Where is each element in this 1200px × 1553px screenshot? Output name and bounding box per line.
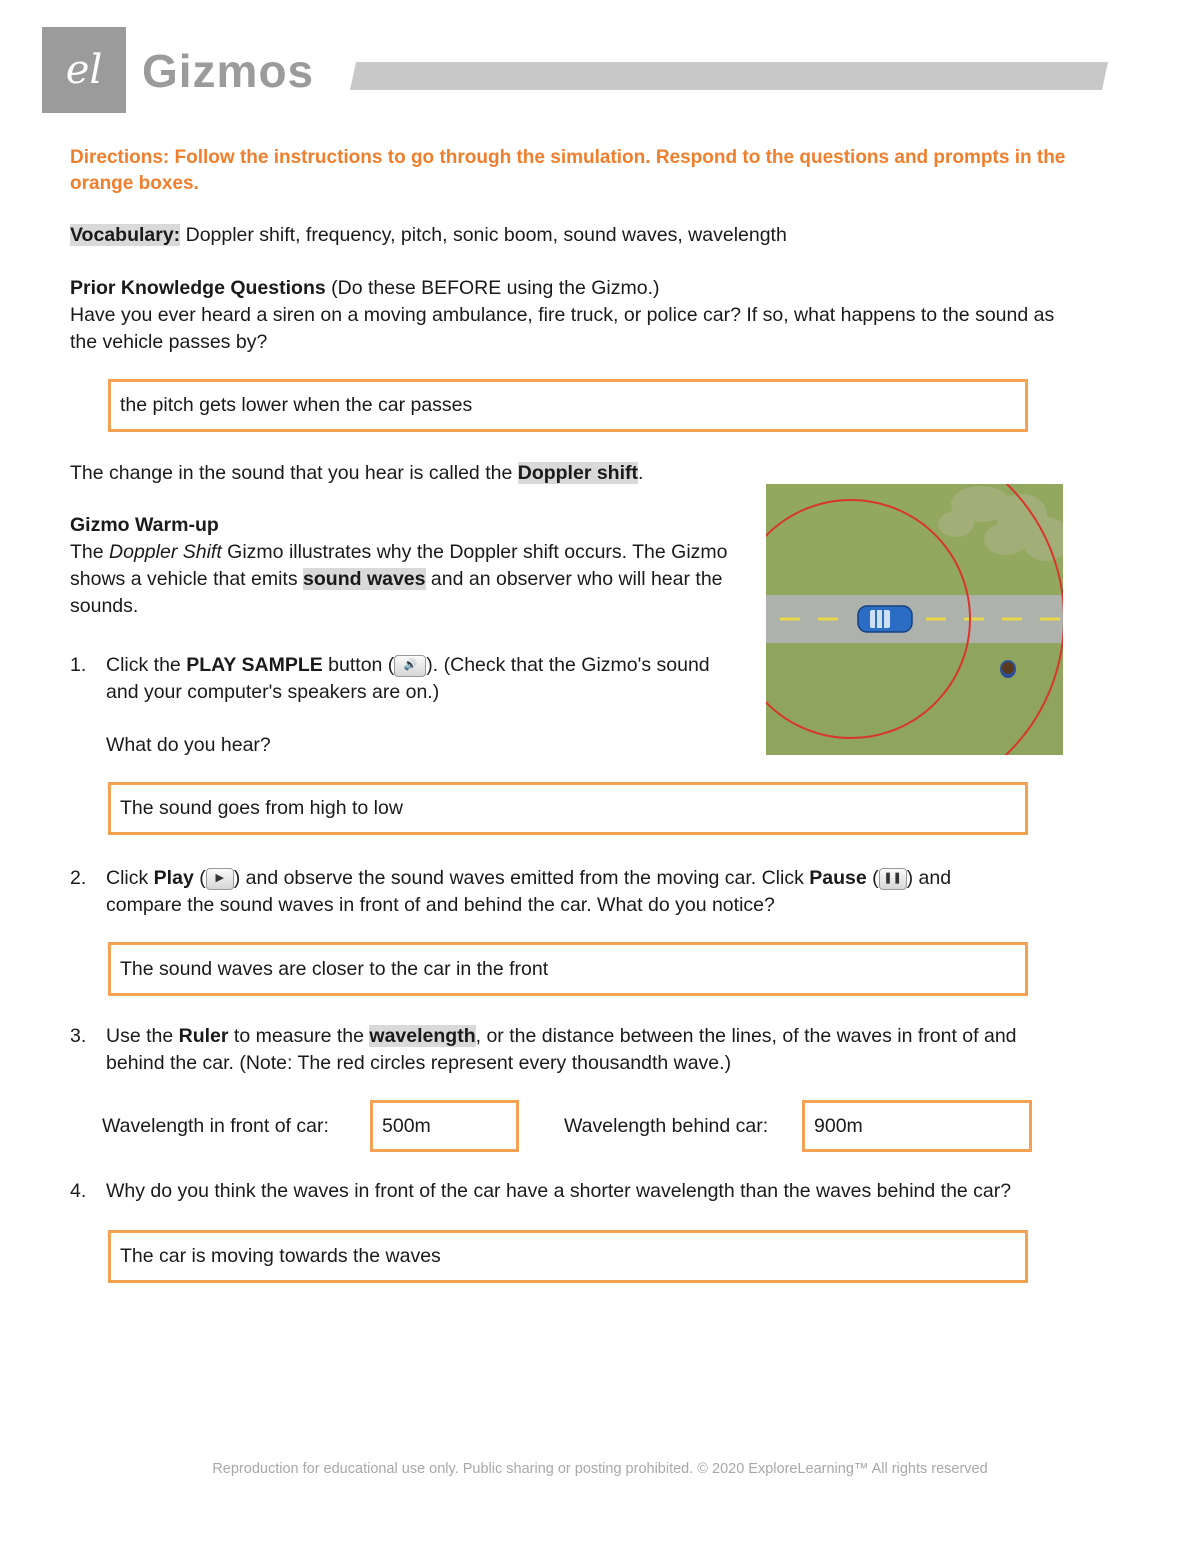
q2-text: (	[866, 867, 879, 889]
front-wavelength-box[interactable]	[370, 1100, 519, 1152]
pause-icon[interactable]: ❚❚	[879, 868, 907, 890]
sound-waves-term: sound waves	[303, 568, 426, 590]
ruler-label: Ruler	[178, 1025, 229, 1047]
observer	[1000, 660, 1016, 678]
brand-title: Gizmos	[142, 45, 315, 97]
warmup-text: and an observer who will hear the sounds.	[70, 568, 723, 617]
speaker-icon[interactable]: 🔊	[394, 655, 426, 677]
directions: Directions: Follow the instructions to go through the simulation. Respond to the questions and prompts in the orange boxes.	[70, 147, 1066, 194]
behind-wavelength-label: Wavelength behind car:	[564, 1115, 769, 1137]
q2-text: Click	[106, 867, 154, 889]
q1-text: ). (Check that the Gizmo's sound and your computer's speakers are on.)	[106, 654, 710, 703]
warmup	[70, 512, 745, 620]
play-icon[interactable]: ▶	[206, 868, 234, 890]
q4-answer-box[interactable]	[108, 1230, 1028, 1283]
prior-answer-box[interactable]	[108, 379, 1028, 432]
wavelength-term: wavelength	[369, 1025, 476, 1047]
warmup-text: The	[70, 541, 110, 563]
doppler-sentence-end: .	[637, 462, 644, 484]
q1-number: 1.	[70, 654, 87, 676]
car	[858, 606, 912, 632]
doppler-sentence-text: The change in the sound that you hear is called the	[70, 462, 518, 484]
prior-heading: Prior Knowledge Questions	[70, 277, 326, 299]
pause-label: Pause	[809, 867, 867, 889]
logo	[42, 27, 126, 113]
prior-question: Have you ever heard a siren on a moving ambulance, fire truck, or police car? If so, what happens to the sound as the vehicle passes by?	[70, 304, 1055, 353]
behind-wavelength-value: 900m	[814, 1114, 863, 1137]
q2-line2: compare the sound waves in front of and behind the car. What do you notice?	[106, 894, 775, 916]
question-4	[70, 1178, 1150, 1205]
doppler-term: Doppler shift	[517, 462, 638, 484]
q4-answer: The car is moving towards the waves	[120, 1245, 441, 1267]
warmup-heading: Gizmo Warm-up	[70, 514, 219, 536]
q2-answer-box[interactable]	[108, 942, 1028, 996]
vocabulary	[70, 222, 1120, 249]
question-3	[70, 1023, 1140, 1077]
q4-number: 4.	[70, 1180, 87, 1202]
q3-number: 3.	[70, 1025, 87, 1047]
q3-text: , or the distance between the lines, of the waves in front of and	[475, 1025, 1017, 1047]
front-wavelength-value: 500m	[382, 1114, 431, 1137]
prior-answer: the pitch gets lower when the car passes	[120, 394, 473, 416]
warmup-text: Gizmo illustrates why the Doppler shift occurs. The Gizmo shows a vehicle that emits	[70, 541, 728, 590]
q4-text: Why do you think the waves in front of the car have a shorter wavelength than the waves behind the car?	[106, 1180, 1012, 1202]
q2-text: (	[193, 867, 206, 889]
q1-text: button (	[322, 654, 395, 676]
logo-mark: el	[65, 47, 103, 93]
q3-text: Use the	[106, 1025, 179, 1047]
prior-knowledge	[70, 275, 1080, 356]
vocabulary-list: Doppler shift, frequency, pitch, sonic boom, sound waves, wavelength	[180, 224, 787, 246]
q2-text: ) and	[906, 867, 952, 889]
doppler-sentence	[70, 460, 750, 487]
play-sample-label: PLAY SAMPLE	[186, 654, 323, 676]
q1-prompt: What do you hear?	[106, 734, 271, 756]
question-1	[70, 652, 740, 759]
header-bar	[350, 62, 1108, 90]
question-2	[70, 865, 1130, 919]
q1-answer-box[interactable]	[108, 782, 1028, 835]
gizmo-name: Doppler Shift	[109, 541, 222, 563]
q3-line2: behind the car. (Note: The red circles represent every thousandth wave.)	[106, 1052, 732, 1074]
q2-answer: The sound waves are closer to the car in the front	[120, 957, 549, 980]
doppler-simulation-image	[766, 484, 1063, 755]
vocabulary-label: Vocabulary:	[70, 224, 181, 246]
front-wavelength-label: Wavelength in front of car:	[102, 1115, 329, 1137]
q3-text: to measure the	[228, 1025, 370, 1047]
footer: Reproduction for educational use only. Public sharing or posting prohibited. © 2020 ExploreLearning™ All rights reserved	[212, 1461, 988, 1477]
prior-note: (Do these BEFORE using the Gizmo.)	[325, 277, 660, 299]
q1-text: Click the	[106, 654, 187, 676]
q1-answer: The sound goes from high to low	[120, 797, 403, 819]
q2-number: 2.	[70, 867, 87, 889]
play-label: Play	[153, 867, 194, 889]
behind-wavelength-box[interactable]	[802, 1100, 1032, 1152]
q2-text: ) and observe the sound waves emitted from the moving car. Click	[233, 867, 810, 889]
